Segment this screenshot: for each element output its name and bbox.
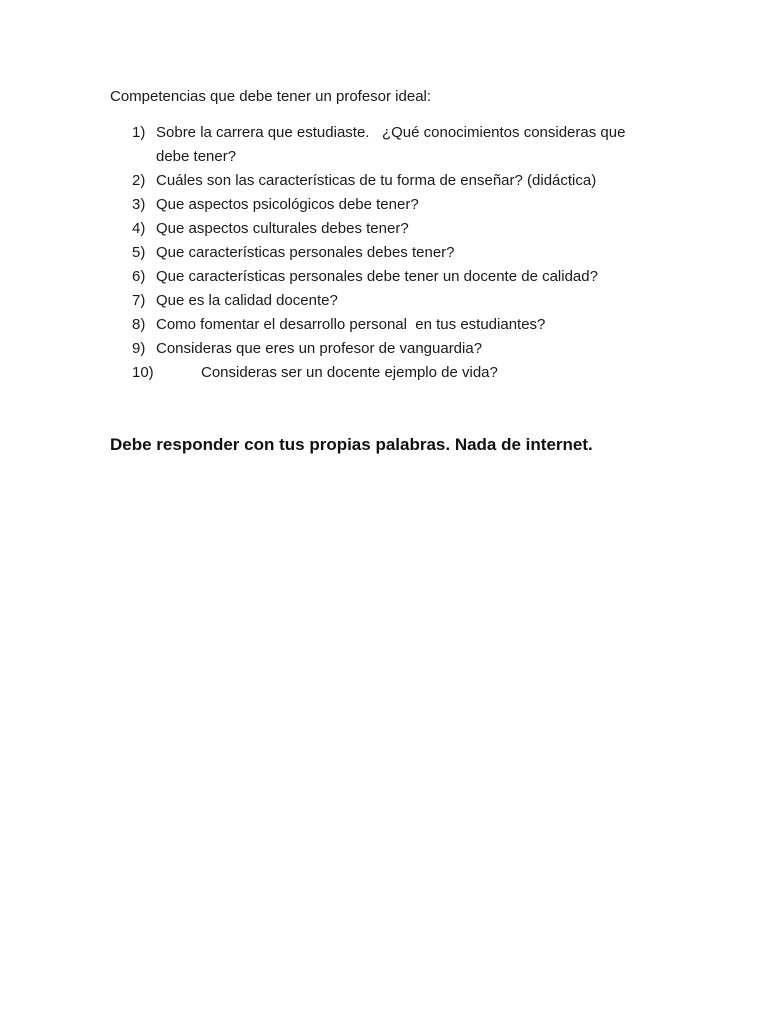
question-text: Sobre la carrera que estudiaste. ¿Qué conocimientos consideras que debe tener? [156, 124, 630, 165]
question-text: Que aspectos psicológicos debe tener? [156, 196, 419, 213]
question-number: 7) [132, 292, 146, 309]
question-text: Que es la calidad docente? [156, 292, 338, 309]
question-number: 2) [132, 172, 146, 189]
question-item-4 [110, 217, 670, 241]
question-item-3 [110, 193, 670, 217]
question-item-7 [110, 289, 670, 313]
question-item-2 [110, 169, 670, 193]
question-text: Como fomentar el desarrollo personal en tus estudiantes? [156, 316, 546, 333]
document-heading: Competencias que debe tener un profesor ideal: [110, 88, 432, 105]
question-text: Que aspectos culturales debes tener? [156, 220, 409, 237]
question-item-6 [110, 265, 670, 289]
question-item-5 [110, 241, 670, 265]
question-number: 4) [132, 220, 146, 237]
question-number: 8) [132, 316, 146, 333]
question-number: 5) [132, 244, 146, 261]
question-item-8 [110, 313, 670, 337]
question-number: 6) [132, 268, 146, 285]
question-item-1 [110, 121, 670, 169]
question-list [110, 121, 670, 385]
question-text: Cuáles son las características de tu forma de enseñar? (didáctica) [156, 172, 597, 189]
question-number: 10) [132, 364, 154, 381]
question-text: Que características personales debes tener? [156, 244, 455, 261]
question-item-10 [110, 361, 670, 385]
question-text: Consideras que eres un profesor de vanguardia? [156, 340, 483, 357]
question-item-9 [110, 337, 670, 361]
question-number: 3) [132, 196, 146, 213]
question-text: Que características personales debe tener un docente de calidad? [156, 268, 598, 285]
question-number: 1) [132, 124, 146, 141]
question-text: Consideras ser un docente ejemplo de vida? [201, 364, 498, 381]
instruction-note: Debe responder con tus propias palabras. Nada de internet. [110, 435, 593, 454]
question-number: 9) [132, 340, 146, 357]
